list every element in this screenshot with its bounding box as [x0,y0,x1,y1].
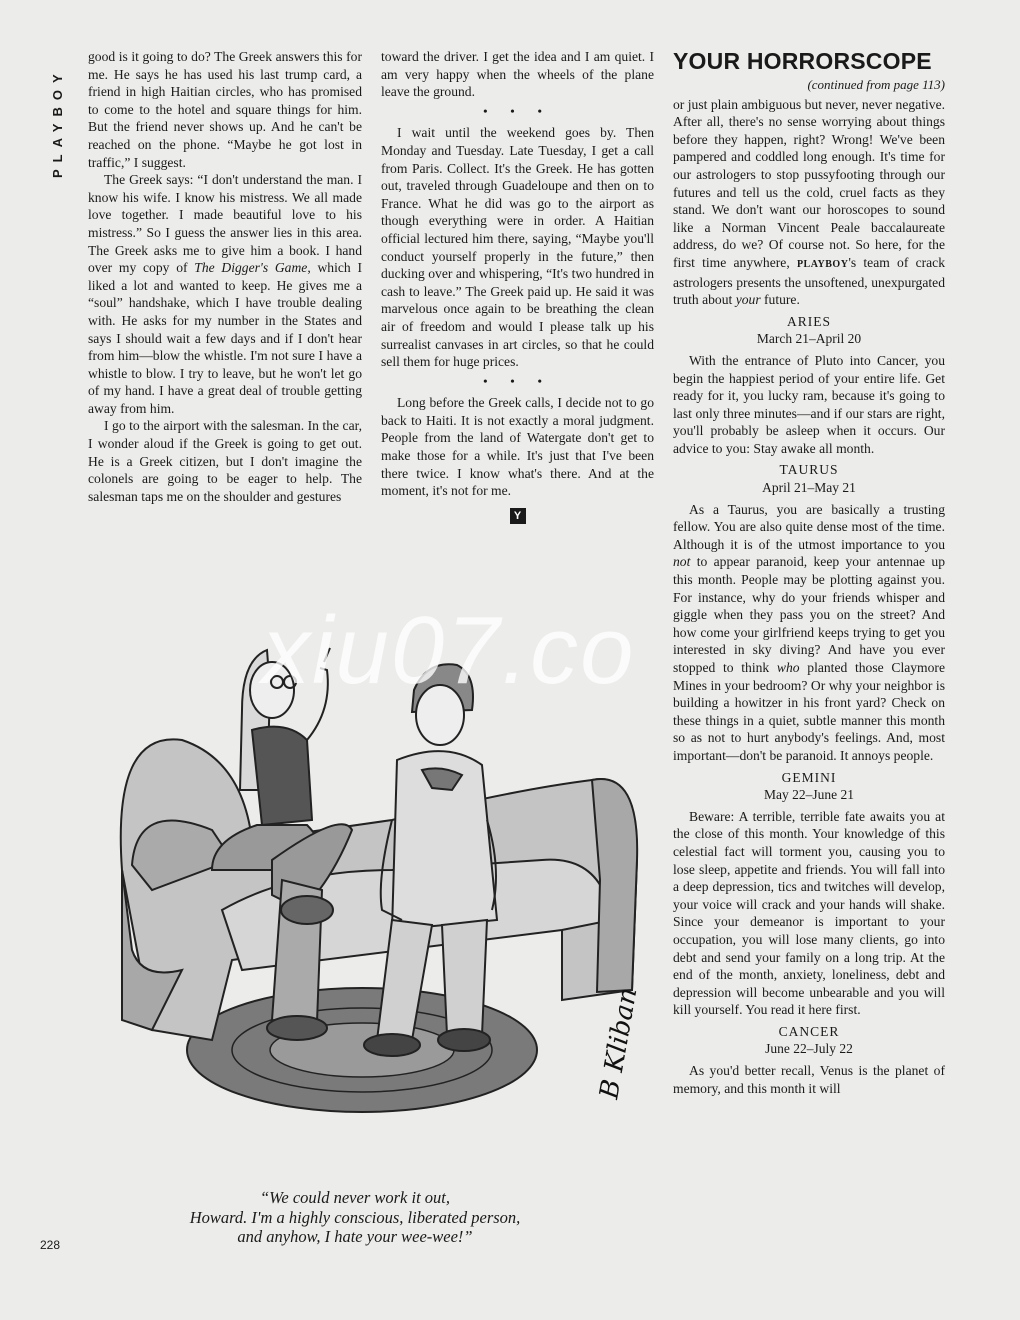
horoscope-entry: As you'd better recall, Venus is the planet of memory, and this month it will [673,1063,945,1096]
cartoon-caption [140,1188,570,1247]
section-separator: • • • [483,103,552,118]
sign-aries: ARIES [786,313,831,329]
continued-note: (continued from page 113) [807,77,945,92]
sign-dates: April 21–May 21 [762,480,856,496]
book-title: The Digger's Game [194,260,308,276]
article-paragraph: toward the driver. I get the idea and I am quiet. I am very happy when the wheels of the plane leave the ground. [381,49,654,100]
sign-gemini: GEMINI [781,769,837,785]
sign-dates: May 22–June 21 [764,787,854,803]
horoscope-entry: As a Taurus, you are basically a trusting fellow. You are also quite dense most of the time. Although it is of the utmost importance to you not to appear paranoid, keep your antennae up this month. People may be plotting against you. For instance, why do your friends whisper and giggle when they pass you on the street? And how come your girlfriend keeps trying to get you interested in sky diving? And have you ever stopped to think who planted those Claymore Mines in your bedroom? Or why your neighbor is building a howitzer in his front yard? Check on these things in a quiet, subtle manner this month so as not to hurt anybody's feelings. And, most important—don't be paranoid. It annoys people. [673,501,945,763]
sign-dates: June 22–July 22 [765,1041,853,1057]
sign-taurus: TAURUS [779,462,839,478]
artist-signature: B Kliban [594,985,644,1102]
article-column-2 [381,48,654,524]
sign-cancer: CANCER [778,1023,840,1039]
page-number: 228 [40,1238,61,1252]
sign-dates: March 21–April 20 [756,331,862,347]
brand-name: PLAYBOY [796,258,849,270]
article-paragraph: Long before the Greek calls, I decide not to go back to Haiti. It is not exactly a moral judgment. People from the land of Watergate don't get to make those for a while. It's just that I've been there twice. I know what's there. And at the moment, it's not for me. [381,395,654,499]
horoscope-entry: With the entrance of Pluto into Cancer, you begin the happiest period of your entire life. Get ready for it, you lucky ram, because it's going to last only three minutes—and if our stars are right, you'll probably be asleep when it occurs. Our advice to you: Stay awake all month. [673,352,945,456]
caption-line: “We could never work it out, [259,1188,451,1207]
magazine-running-head: PLAYBOY [50,67,65,179]
caption-line: and anyhow, I hate your wee-wee!” [237,1227,473,1246]
horoscope-entry: Beware: A terrible, terrible fate awaits you at the close of this month. Your knowledge of this celestial fact will torment you, causing you to lose sleep, appetite and friends. You will fall into a deep depression, tics and twitches will develop, your voice will crack and your hands will shake. Since your demeanor is important to your occupation, you will lose many clients, go into debt and send your family on a long trip. At the end of the month, anxiety, loneliness, debt and depression will become unbearable and you will kill yourself. You read it here first. [673,808,945,1018]
horoscope-column [673,48,945,1097]
section-separator: • • • [483,373,552,388]
woman-figure [212,648,352,1040]
article-paragraph: I go to the airport with the salesman. In the car, I wonder aloud if the Greek is going to get out. He is a Greek citizen, but I don't imagine the colonels are going to be eager to help. The salesman taps me on the shoulder and gestures [88,418,362,504]
article-paragraph: good is it going to do? The Greek answers this for me. He says he has used his last trump card, a friend in high Haitian circles, who has promised to come to the hotel and square things for him. But the friend never shows up. And he can't be reached on the phone. “Maybe he got lost in traffic,” I suggest. [88,49,362,170]
article-column-1 [88,48,362,505]
end-mark-icon: Y [510,508,526,524]
watermark: xiu07.co [262,597,636,704]
horoscope-title: YOUR HORRORSCOPE [673,48,932,74]
article-paragraph: I wait until the weekend goes by. Then Monday and Tuesday. Late Tuesday, I get a call from Paris. Collect. It's the Greek. He has gotten out, traveled through Guadeloupe and then on to France. What he did was go to the airport as though everything were in order. A Haitian official lectured him there, saying, “Maybe you'll conduct yourself properly in the future,” then ducking over and whispering, “It's two hundred in cash to leave.” The Greek paid up. He said it was marvelous once again to be breathing the clean air of freedom and would I please talk up his surrealist canvases in art circles, so that he could sell them for huge prices. [381,125,654,370]
horoscope-intro: or just plain ambiguous but never, never negative. After all, there's no sense worrying about things before they happen, right? Wrong! We've been pampered and coddled long enough. It's time for our astrologers to stop pussyfooting through our futures and tell us the cold, cruel facts as they stand. We don't want our horoscopes to sound like a Norman Vincent Peale baccalaureate address, do we? Of course not. So here, for the first time anywhere, PLAYBOY's team of crack astrologers presents the unsoftened, unexpurgated truth about your future. [673,96,945,308]
caption-line: Howard. I'm a highly conscious, liberated person, [189,1207,521,1227]
article-paragraph: The Greek says: “I don't understand the man. I know his wife. I know his mistress. We all made love together. I made beautiful love to his mistress.” So I guess the answer lies in this area. The Greek asks me to give him a book. I hand over my copy of The Digger's Game, which I liked a lot and wanted to keep. He gives me a “soul” handshake, which I have trouble dealing with. He asks for my number in the States and says I should wait a few days and if I don't hear from him—blow the whistle. I'm not sure I have a whistle to blow. I try to leave, but he won't let go of my hand. I have a great deal of trouble getting away from him. [88,172,362,416]
